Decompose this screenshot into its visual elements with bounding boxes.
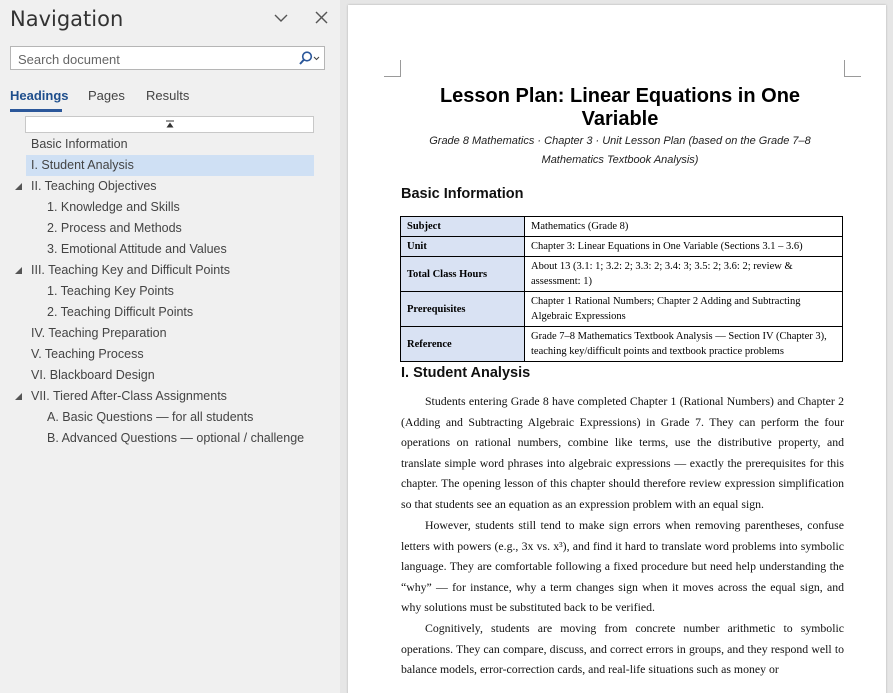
table-value: About 13 (3.1: 1; 3.2: 2; 3.3: 2; 3.4: 3; 3.5: 2; 3.6: 2; review & assessment: 1) bbox=[525, 257, 843, 292]
heading-tree-label: V. Teaching Process bbox=[31, 347, 144, 361]
heading-tree-item[interactable] bbox=[0, 281, 320, 302]
chevron-down-icon bbox=[271, 8, 291, 28]
table-label: Prerequisites bbox=[401, 292, 525, 327]
expand-caret-icon[interactable] bbox=[15, 260, 23, 281]
crop-mark bbox=[844, 60, 861, 77]
heading-tree-label: 2. Process and Methods bbox=[47, 221, 182, 235]
search-button[interactable] bbox=[297, 50, 321, 67]
table-row bbox=[401, 327, 843, 362]
tab-pages[interactable]: Pages bbox=[88, 88, 125, 103]
active-tab-indicator bbox=[10, 109, 62, 112]
heading-tree-item[interactable] bbox=[0, 260, 320, 281]
tab-headings[interactable]: Headings bbox=[10, 88, 69, 103]
search-icon bbox=[297, 54, 321, 71]
heading-tree-item[interactable] bbox=[0, 239, 320, 260]
paragraph: Students entering Grade 8 have completed Chapter 1 (Rational Numbers) and Chapter 2 (Adding and Subtracting Algebraic Expressions) in Grade 7. They can perform the four operations on rational numbers, combine like terms, use the distributive property, and translate simple word phrases into algebraic expressions — exactly the prerequisites for this chapter. The opening lesson of this chapter should therefore review expression simplification so that students see an equation as an expression problem with an equal sign. bbox=[401, 394, 844, 511]
heading-tree-label: 3. Emotional Attitude and Values bbox=[47, 242, 227, 256]
table-row bbox=[401, 257, 843, 292]
heading-tree-item[interactable] bbox=[0, 407, 320, 428]
tab-results[interactable]: Results bbox=[146, 88, 190, 103]
close-icon bbox=[312, 8, 332, 28]
table-row bbox=[401, 237, 843, 257]
table-label: Unit bbox=[401, 237, 525, 257]
heading-tree-item[interactable] bbox=[0, 428, 320, 449]
paragraph: Cognitively, students are moving from concrete number arithmetic to symbolic operations. They can compare, discuss, and correct errors in groups, and they respond well to balance models, error-correction cards, and real-life situations such as money or bbox=[401, 621, 844, 677]
search-box bbox=[10, 46, 325, 70]
heading-tree-label: VI. Blackboard Design bbox=[31, 368, 155, 382]
paragraph: However, students still tend to make sign errors when removing parentheses, confuse letters with powers (e.g., 3x vs. x³), and find it hard to translate word problems into symbolic language. They are comfortable following a fixed procedure but need help understanding the “why” — for instance, why a term changes sign when it moves across the equal sign, and why solutions must be substituted back to be verified. bbox=[401, 518, 844, 615]
table-label: Reference bbox=[401, 327, 525, 362]
table-label: Subject bbox=[401, 217, 525, 237]
heading-tree-label: VII. Tiered After-Class Assignments bbox=[31, 389, 227, 403]
heading-basic-information: Basic Information bbox=[401, 186, 524, 202]
navigation-title: Navigation bbox=[10, 7, 124, 31]
close-pane-button[interactable] bbox=[312, 8, 332, 28]
heading-tree-label: B. Advanced Questions — optional / challenge bbox=[47, 431, 305, 445]
heading-tree-item[interactable] bbox=[0, 218, 320, 239]
heading-tree-item[interactable] bbox=[0, 197, 320, 218]
heading-tree-item[interactable] bbox=[26, 155, 314, 176]
document-area[interactable] bbox=[346, 0, 893, 693]
expand-caret-icon[interactable] bbox=[15, 176, 23, 197]
document-page bbox=[348, 5, 886, 693]
table-value: Grade 7–8 Mathematics Textbook Analysis — Section IV (Chapter 3), teaching key/difficult points and textbook practice problems bbox=[525, 327, 843, 362]
table-value: Chapter 1 Rational Numbers; Chapter 2 Adding and Subtracting Algebraic Expressions bbox=[525, 292, 843, 327]
heading-tree-label: 1. Teaching Key Points bbox=[47, 284, 174, 298]
basic-info-table bbox=[400, 216, 843, 362]
navigation-pane bbox=[0, 0, 340, 693]
pane-options-button[interactable] bbox=[271, 8, 291, 28]
heading-tree-item[interactable] bbox=[0, 365, 320, 386]
heading-tree-item[interactable] bbox=[0, 302, 320, 323]
document-title: Lesson Plan: Linear Equations in One Variable bbox=[439, 85, 801, 130]
search-input[interactable] bbox=[16, 49, 290, 69]
document-subtitle: Grade 8 Mathematics · Chapter 3 · Unit Lesson Plan (based on the Grade 7–8 Mathematics Textbook Analysis) bbox=[429, 135, 811, 166]
heading-tree-item[interactable] bbox=[0, 344, 320, 365]
heading-tree-item[interactable] bbox=[0, 323, 320, 344]
table-label: Total Class Hours bbox=[401, 257, 525, 292]
heading-tree-label: III. Teaching Key and Difficult Points bbox=[31, 263, 230, 277]
expand-caret-icon[interactable] bbox=[15, 386, 23, 407]
crop-mark bbox=[384, 60, 401, 77]
table-row bbox=[401, 292, 843, 327]
heading-tree-label: A. Basic Questions — for all students bbox=[47, 410, 254, 424]
heading-tree-label: 2. Teaching Difficult Points bbox=[47, 305, 194, 319]
heading-tree-label: Basic Information bbox=[31, 137, 128, 151]
heading-tree-label: 1. Knowledge and Skills bbox=[47, 200, 180, 214]
heading-tree-label: I. Student Analysis bbox=[31, 158, 134, 172]
heading-tree-item[interactable] bbox=[0, 386, 320, 407]
heading-tree-label: II. Teaching Objectives bbox=[31, 179, 157, 193]
heading-tree-item[interactable] bbox=[0, 134, 320, 155]
table-row bbox=[401, 217, 843, 237]
collapse-to-top-button[interactable] bbox=[25, 116, 314, 133]
heading-student-analysis: I. Student Analysis bbox=[401, 365, 531, 381]
heading-tree-label: IV. Teaching Preparation bbox=[31, 326, 167, 340]
table-value: Mathematics (Grade 8) bbox=[525, 217, 843, 237]
table-value: Chapter 3: Linear Equations in One Variable (Sections 3.1 – 3.6) bbox=[525, 237, 843, 257]
heading-tree-item[interactable] bbox=[0, 176, 320, 197]
